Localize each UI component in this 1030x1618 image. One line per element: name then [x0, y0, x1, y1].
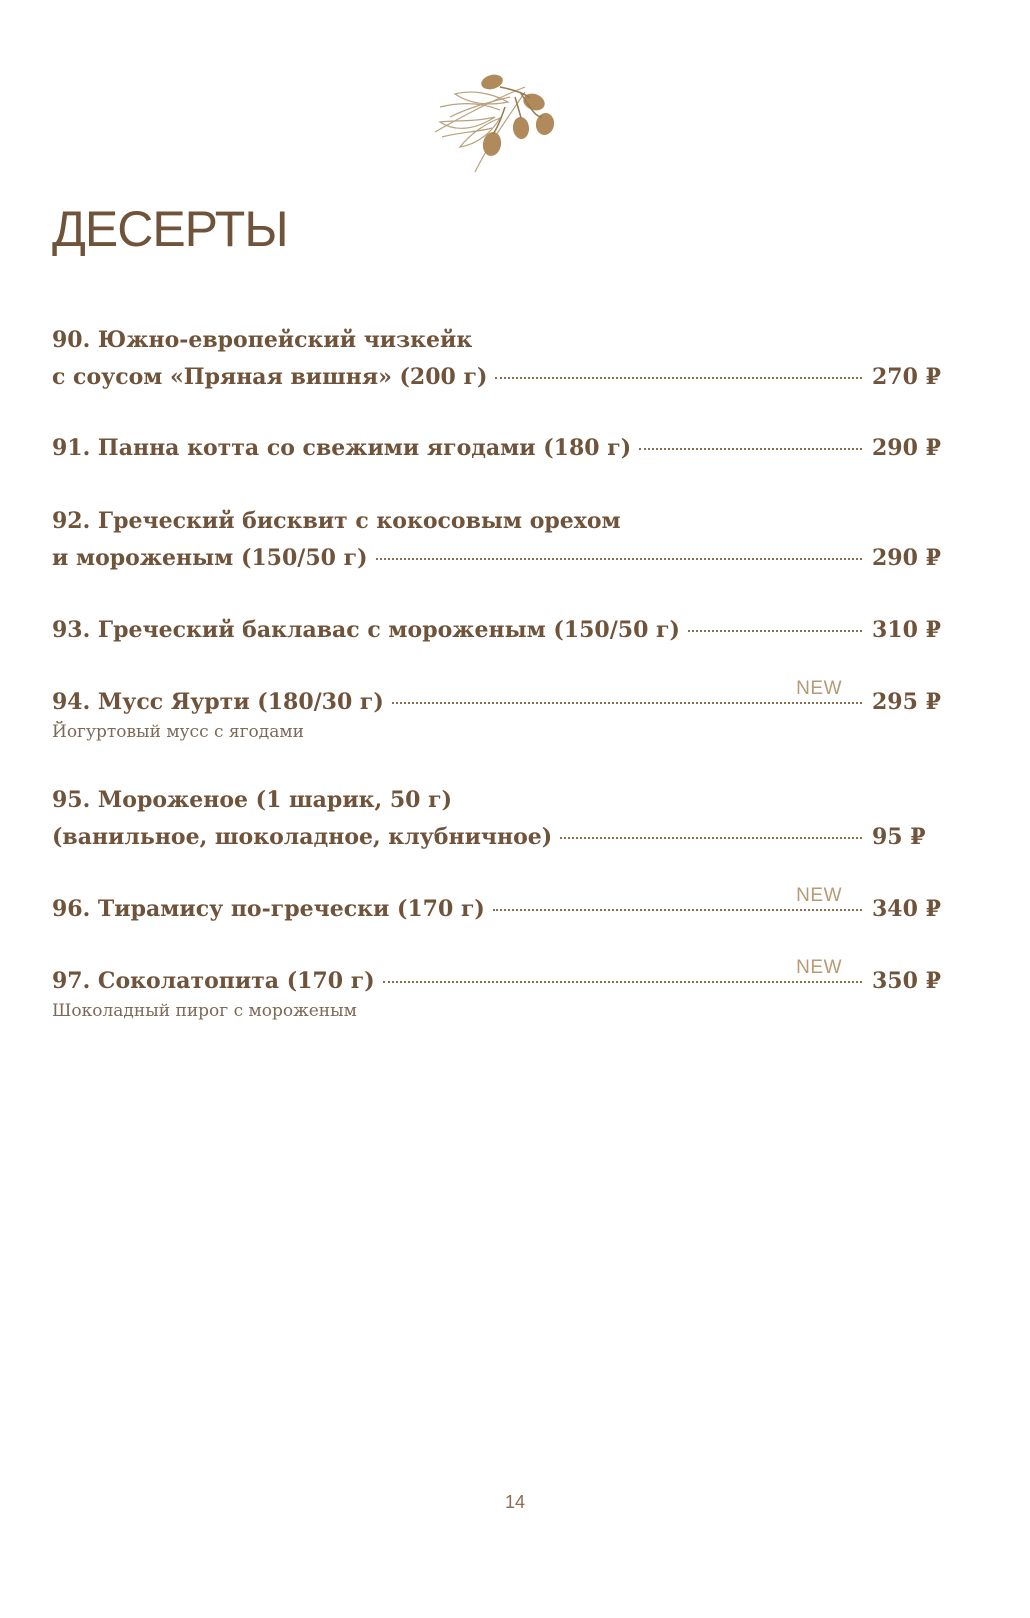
menu-item: [52, 322, 942, 396]
item-name-line: [52, 430, 942, 467]
item-name-line: [52, 359, 942, 396]
dot-leader: [688, 630, 862, 632]
item-name-line: [52, 678, 942, 721]
new-badge: NEW: [796, 885, 842, 906]
item-price: 295 ₽: [872, 689, 941, 715]
item-name: 96. Тирамису по-гречески (170 г): [52, 896, 485, 922]
item-name: 97. Соколатопита (170 г): [52, 968, 375, 994]
item-name: и мороженым (150/50 г): [52, 545, 368, 571]
menu-item: [52, 957, 942, 1024]
item-description: Шоколадный пирог с мороженым: [52, 1001, 357, 1021]
item-name-line: [52, 782, 942, 819]
item-name: 94. Мусс Яурти (180/30 г): [52, 689, 384, 715]
dot-leader: [383, 981, 862, 983]
item-description: Йогуртовый мусс с ягодами: [52, 722, 304, 742]
dot-leader: [392, 702, 862, 704]
item-name-line: [52, 540, 942, 577]
menu-item: [52, 612, 942, 649]
menu-item: [52, 678, 942, 745]
menu-item: [52, 503, 942, 577]
item-price: 290 ₽: [872, 435, 941, 461]
dot-leader: [639, 448, 862, 450]
item-name-line: [52, 322, 942, 359]
item-name: 91. Панна котта со свежими ягодами (180 г): [52, 435, 632, 461]
item-name: (ванильное, шоколадное, клубничное): [52, 824, 553, 850]
menu-item: [52, 430, 942, 467]
item-name-line: [52, 957, 942, 1000]
item-name-line: [52, 503, 942, 540]
item-name-line: [52, 819, 942, 856]
dot-leader: [376, 558, 863, 560]
item-name-line: [52, 885, 942, 928]
item-name: 93. Греческий баклавас с мороженым (150/50 г): [52, 617, 680, 643]
item-name: 92. Греческий бисквит с кокосовым орехом: [52, 508, 621, 534]
menu-item: [52, 782, 942, 856]
item-name: 95. Мороженое (1 шарик, 50 г): [52, 787, 453, 813]
new-badge: NEW: [796, 678, 842, 699]
item-price: 95 ₽: [872, 824, 926, 850]
item-price: 310 ₽: [872, 617, 941, 643]
item-price: 290 ₽: [872, 545, 941, 571]
dot-leader: [495, 377, 862, 379]
menu-item: [52, 885, 942, 928]
dot-leader: [560, 837, 862, 839]
section-title: ДЕСЕРТЫ: [52, 201, 288, 257]
item-price: 270 ₽: [872, 364, 941, 390]
new-badge: NEW: [796, 957, 842, 978]
item-name-line: [52, 612, 942, 649]
item-name: с соусом «Пряная вишня» (200 г): [52, 364, 488, 390]
item-name: 90. Южно-европейский чизкейк: [52, 327, 473, 353]
item-price: 340 ₽: [872, 896, 941, 922]
page-number: 14: [504, 1492, 526, 1512]
olive-branch-icon: [430, 62, 570, 182]
item-price: 350 ₽: [872, 968, 941, 994]
